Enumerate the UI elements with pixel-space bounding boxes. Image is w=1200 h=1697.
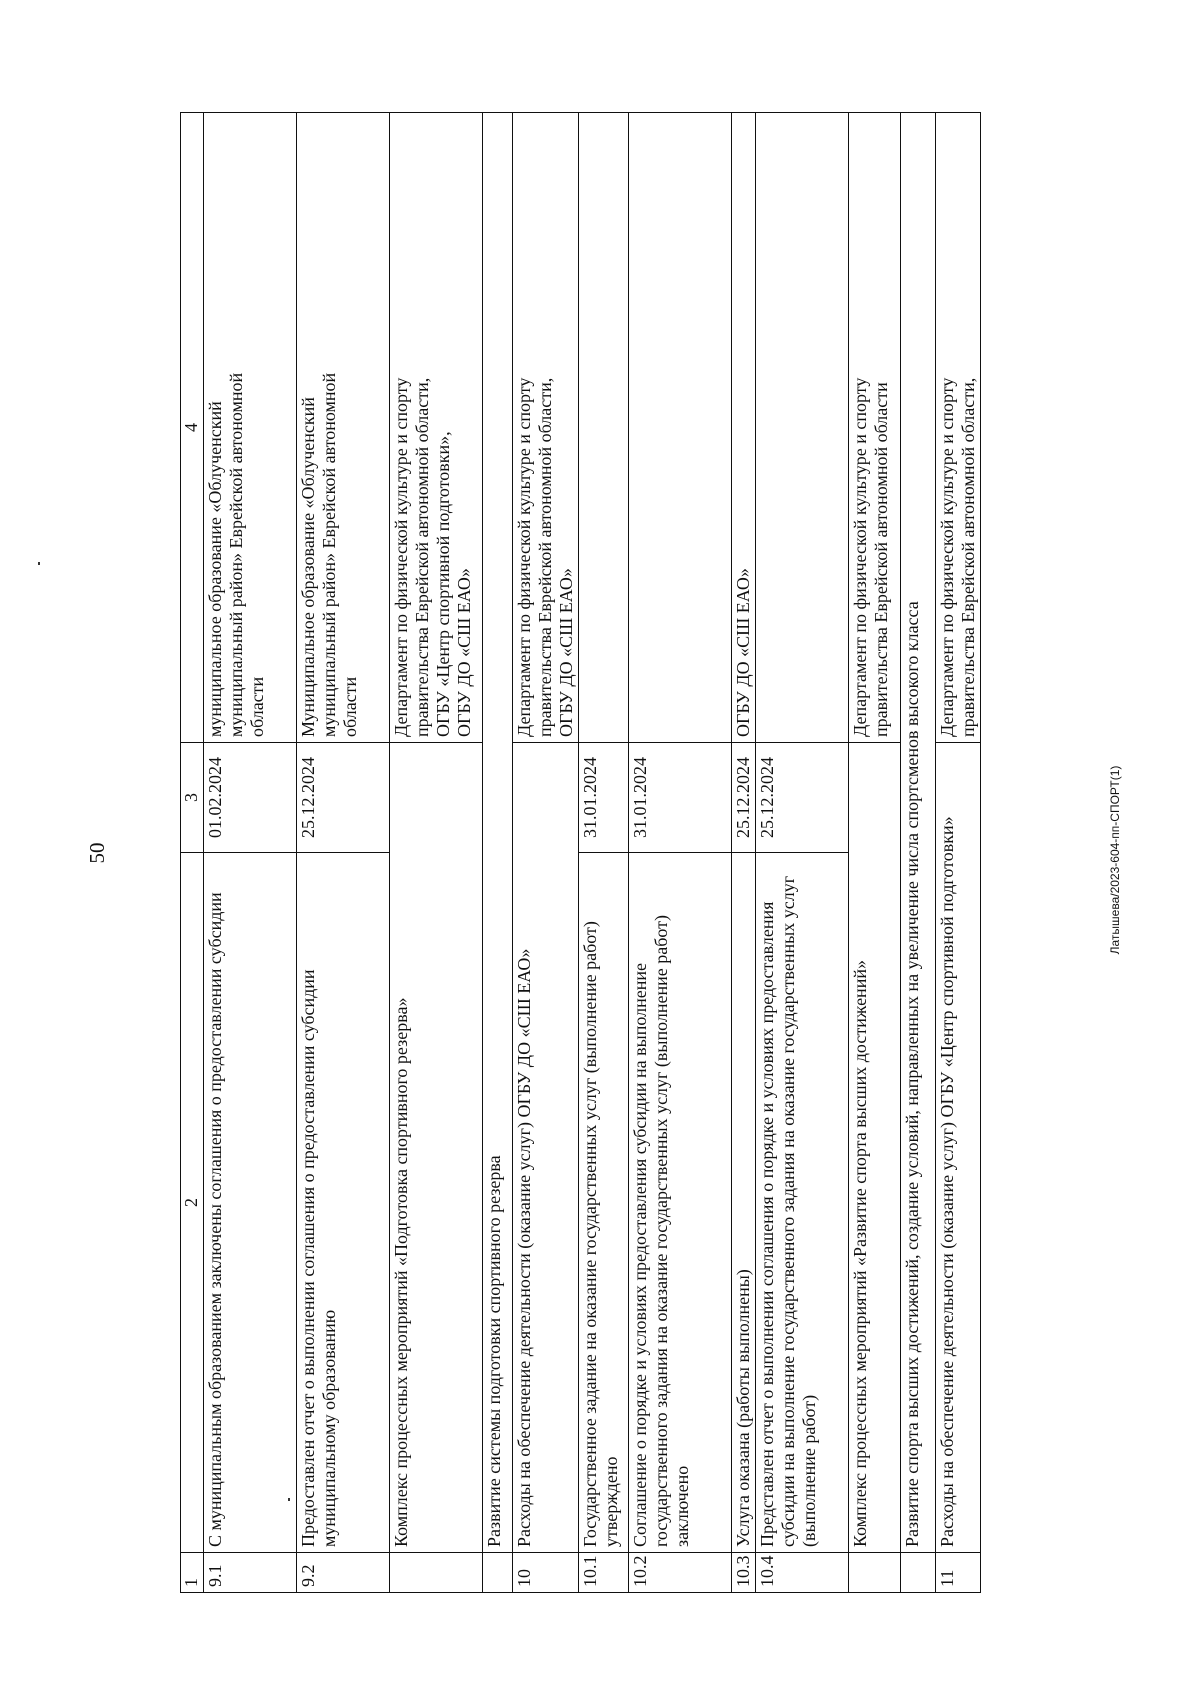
deadline-date: 25.12.2024	[732, 743, 756, 853]
responsible-line: правительства Еврейской автономной области	[871, 382, 891, 737]
responsible-executor	[756, 113, 849, 743]
responsible-executor	[297, 113, 390, 743]
table-row	[936, 113, 981, 1593]
page-number: 50	[85, 842, 109, 864]
row-number	[849, 1553, 901, 1593]
row-number	[483, 1553, 513, 1593]
deadline-date: 25.12.2024	[297, 743, 390, 853]
deadline-date: 31.01.2024	[629, 743, 732, 853]
section-title: Развитие спорта высших достижений, создание условий, направленных на увеличение числа спортсменов высокого класса	[901, 113, 936, 1553]
responsible-line: ОГБУ ДО «СШ ЕАО»	[454, 568, 474, 737]
activity-name: Услуга оказана (работы выполнены)	[732, 853, 756, 1553]
table-row	[204, 113, 297, 1593]
responsible-executor	[936, 113, 981, 743]
activity-name: Комплекс процессных мероприятий «Развитие спорта высших достижений»	[849, 743, 901, 1553]
activity-name: Соглашение о порядке и условиях предоставления субсидии на выполнение государственного задания на оказание государственных услуг (выполнение работ) заключено	[629, 853, 732, 1553]
responsible-line: Департамент по физической культуре и спорту	[937, 377, 957, 737]
header-col-1: 1	[181, 1553, 204, 1593]
row-number: 10	[513, 1553, 579, 1593]
table-header-row	[181, 113, 204, 1593]
responsible-line: муниципальное образование «Облученский	[205, 401, 225, 737]
row-number: 10.3	[732, 1553, 756, 1593]
deadline-date: 01.02.2024	[204, 743, 297, 853]
header-col-3: 3	[181, 743, 204, 853]
table-body	[181, 113, 981, 1593]
row-number: 10.4	[756, 1553, 849, 1593]
table-row	[901, 113, 936, 1593]
row-number	[390, 1553, 483, 1593]
table-row	[849, 113, 901, 1593]
activity-name: С муниципальным образованием заключены соглашения о предоставлении субсидии	[204, 853, 297, 1553]
row-number: 11	[936, 1553, 981, 1593]
schedule-table	[180, 112, 981, 1593]
header-col-2: 2	[181, 853, 204, 1553]
responsible-line: правительства Еврейской автономной области,	[535, 377, 555, 737]
responsible-executor	[579, 113, 629, 743]
responsible-line: ОГБУ «Центр спортивной подготовки»,	[433, 431, 453, 737]
activity-name: Предоставлен отчет о выполнении соглашения о предоставлении субсидии муниципальному образованию	[297, 853, 390, 1553]
responsible-line: муниципальный район» Еврейской автономной	[319, 372, 339, 737]
rotated-table-container	[180, 113, 1100, 1593]
row-number: 10.1	[579, 1553, 629, 1593]
table-row	[629, 113, 732, 1593]
activity-name: Расходы на обеспечение деятельности (оказание услуг) ОГБУ ДО «СШ ЕАО»	[513, 743, 579, 1553]
responsible-line: Муниципальное образование «Облученский	[298, 397, 318, 737]
table-row	[513, 113, 579, 1593]
responsible-line: области	[340, 676, 360, 737]
responsible-line: Департамент по физической культуре и спорту	[391, 377, 411, 737]
table-row	[579, 113, 629, 1593]
scan-speck	[38, 562, 40, 565]
table-row	[756, 113, 849, 1593]
header-col-4: 4	[181, 113, 204, 743]
responsible-line: Департамент по физической культуре и спорту	[850, 377, 870, 737]
responsible-line: правительства Еврейской автономной области,	[958, 377, 978, 737]
row-number: 9.2	[297, 1553, 390, 1593]
responsible-executor	[513, 113, 579, 743]
responsible-line: муниципальный район» Еврейской автономной	[226, 372, 246, 737]
footer-document-code: Латышева/2023-604-пп-СПОРТ(1)	[1108, 765, 1122, 955]
responsible-executor	[849, 113, 901, 743]
activity-name: Комплекс процессных мероприятий «Подготовка спортивного резерва»	[390, 743, 483, 1553]
responsible-executor	[390, 113, 483, 743]
responsible-executor	[629, 113, 732, 743]
table-row	[732, 113, 756, 1593]
activity-name: Представлен отчет о выполнении соглашения о порядке и условиях предоставления субсидии на выполнение государственного задания на оказание государственных услуг (выполнение работ)	[756, 853, 849, 1553]
row-number	[901, 1553, 936, 1593]
responsible-executor	[204, 113, 297, 743]
responsible-line: правительства Еврейской автономной области,	[412, 377, 432, 737]
section-title: Развитие системы подготовки спортивного резерва	[483, 113, 513, 1553]
table-row	[483, 113, 513, 1593]
row-number: 10.2	[629, 1553, 732, 1593]
responsible-line: области	[247, 676, 267, 737]
responsible-line: ОГБУ ДО «СШ ЕАО»	[556, 568, 576, 737]
activity-name: Расходы на обеспечение деятельности (оказание услуг) ОГБУ «Центр спортивной подготовки»	[936, 743, 981, 1553]
deadline-date: 31.01.2024	[579, 743, 629, 853]
responsible-line: Департамент по физической культуре и спорту	[514, 377, 534, 737]
table-row	[390, 113, 483, 1593]
activity-name: Государственное задание на оказание государственных услуг (выполнение работ) утверждено	[579, 853, 629, 1553]
table-row	[297, 113, 390, 1593]
responsible-executor	[732, 113, 756, 743]
row-number: 9.1	[204, 1553, 297, 1593]
deadline-date: 25.12.2024	[756, 743, 849, 853]
responsible-line: ОГБУ ДО «СШ ЕАО»	[733, 568, 753, 737]
